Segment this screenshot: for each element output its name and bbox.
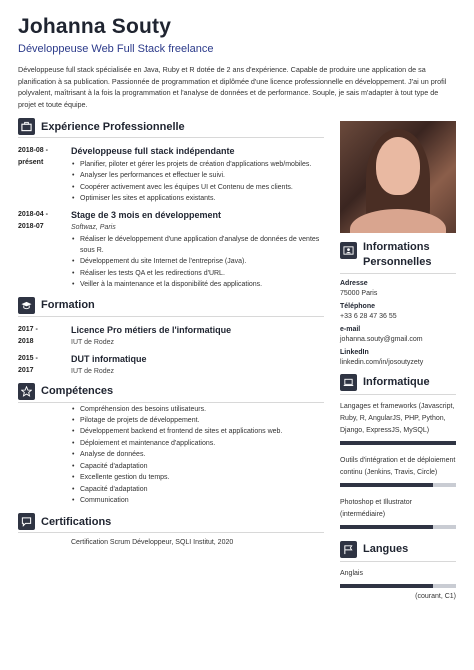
skill-level-fill — [340, 483, 433, 487]
language-level-text: (courant, C1) — [415, 593, 456, 600]
education-section-header — [18, 297, 324, 317]
list-item: • Développement du site Internet de l'entreprise (Java). — [71, 256, 324, 267]
it-skill-label: Photoshop et Illustrator (intermédiaire) — [340, 499, 412, 518]
entry-school: IUT de Rodez — [71, 367, 115, 375]
language-level-bar — [340, 584, 456, 588]
skill-level-bar — [340, 525, 456, 529]
education-entry — [18, 324, 324, 348]
candidate-name: Johanna Souty — [18, 15, 172, 38]
education-entry — [18, 353, 324, 377]
flag-icon — [340, 541, 357, 558]
graduation-cap-icon — [18, 297, 35, 314]
entry-title: Développeuse full stack indépendante — [71, 146, 235, 156]
list-item: • Réaliser les tests QA et les redirections d'URL. — [71, 268, 324, 279]
section-title: Certifications — [41, 515, 112, 528]
entry-dates: 2017 - 2018 — [18, 325, 38, 345]
id-card-icon — [340, 242, 357, 259]
it-skill-label: Outils d'intégration et de déploiement continu (Jenkins, Travis, Circle) — [340, 457, 456, 476]
it-skill-label: Langages et frameworks (Javascript, Ruby, R, AngularJS, PHP, Python, Django, ExpressJS, MySQL) — [340, 403, 455, 434]
list-item: • Analyser les performances et effectuer le suivi. — [71, 170, 324, 181]
experience-section-header — [18, 118, 324, 138]
list-item: • Pilotage de projets de développement. — [71, 415, 324, 426]
entry-title: DUT informatique — [71, 353, 147, 364]
resume-header — [18, 14, 458, 110]
list-item: • Optimiser les sites et applications existants. — [71, 193, 324, 204]
skill-level-bar — [340, 483, 456, 487]
entry-dates: 2018-04 - 2018-07 — [18, 210, 48, 230]
list-item: • Réaliser le développement d'une application d'analyse de données de ventes sous R. — [71, 234, 324, 257]
list-item: • Excellente gestion du temps. — [71, 472, 324, 483]
list-item: • Capacité d'adaptation — [71, 484, 324, 495]
profile-summary: Développeuse full stack spécialisée en Java, Ruby et R dotée de 2 ans d'expérience. Capable de produire une application de sa planification à sa publication. Passionnée de programmation et diplômée d'une licence professionnelle en développement. J'ai un profil polyvalent, maîtrisant à la fois la programmation et l'analyse de données et de performance. Souple, je sais m'adapter à tout type de projet et toute équipe. — [18, 65, 447, 109]
entry-dates: 2018-08 - présent — [18, 147, 48, 166]
entry-bullets — [71, 234, 324, 291]
languages-section-header — [340, 541, 456, 562]
entry-company: Softwaz, Paris — [71, 223, 116, 231]
list-item: • Analyse de données. — [71, 449, 324, 460]
star-icon — [18, 383, 35, 400]
certifications-section-header — [18, 513, 324, 533]
list-item: • Capacité d'adaptation — [71, 461, 324, 472]
address-label: Adresse — [340, 280, 368, 287]
language-label: Anglais — [340, 570, 363, 577]
section-title: Langues — [363, 543, 409, 555]
phone-label: Téléphone — [340, 303, 376, 310]
skills-list — [71, 404, 324, 507]
chat-bubble-icon — [18, 513, 35, 530]
phone-value: +33 6 28 47 36 55 — [340, 313, 397, 320]
list-item: • Déploiement et maintenance d'applications. — [71, 438, 324, 449]
certification-item: Certification Scrum Développeur, SQLI Institut, 2020 — [71, 539, 234, 547]
it-section-header — [340, 374, 456, 395]
list-item: • Coopérer activement avec les équipes UI et Contenu de mes clients. — [71, 182, 324, 193]
laptop-icon — [340, 374, 357, 391]
list-item: • Communication — [71, 495, 324, 506]
main-column — [18, 118, 324, 546]
entry-school: IUT de Rodez — [71, 338, 115, 346]
language-level-fill — [340, 584, 433, 588]
section-title: Informations Personnelles — [363, 241, 432, 268]
sidebar-column — [340, 121, 456, 600]
address-value: 75000 Paris — [340, 290, 378, 297]
skills-section-header — [18, 383, 324, 403]
email-label: e-mail — [340, 326, 361, 333]
section-title: Informatique — [363, 376, 430, 388]
skill-level-fill — [340, 441, 456, 445]
entry-bullets — [71, 159, 324, 205]
section-title: Expérience Professionnelle — [41, 120, 185, 133]
profile-photo — [340, 121, 456, 233]
list-item: • Planifier, piloter et gérer les projets de création d'applications web/mobiles. — [71, 159, 324, 170]
personal-info-section-header — [340, 240, 456, 274]
briefcase-icon — [18, 118, 35, 135]
email-value: johanna.souty@gmail.com — [340, 336, 423, 343]
list-item: • Développement backend et frontend de sites et applications web. — [71, 426, 324, 437]
section-title: Compétences — [41, 385, 114, 398]
experience-entry — [18, 209, 324, 291]
skill-level-bar — [340, 441, 456, 445]
entry-dates: 2015 - 2017 — [18, 354, 38, 374]
section-title: Formation — [41, 299, 95, 312]
list-item: • Veiller à la maintenance et la disponibilité des applications. — [71, 279, 324, 290]
skill-level-fill — [340, 525, 433, 529]
job-title: Développeuse Web Full Stack freelance — [18, 43, 214, 55]
list-item: • Compréhension des besoins utilisateurs. — [71, 404, 324, 415]
entry-title: Licence Pro métiers de l'informatique — [71, 324, 232, 335]
entry-title: Stage de 3 mois en développement — [71, 209, 222, 220]
linkedin-label: LinkedIn — [340, 349, 369, 356]
experience-entry — [18, 145, 324, 205]
linkedin-value: linkedin.com/in/josoutyzety — [340, 359, 424, 366]
